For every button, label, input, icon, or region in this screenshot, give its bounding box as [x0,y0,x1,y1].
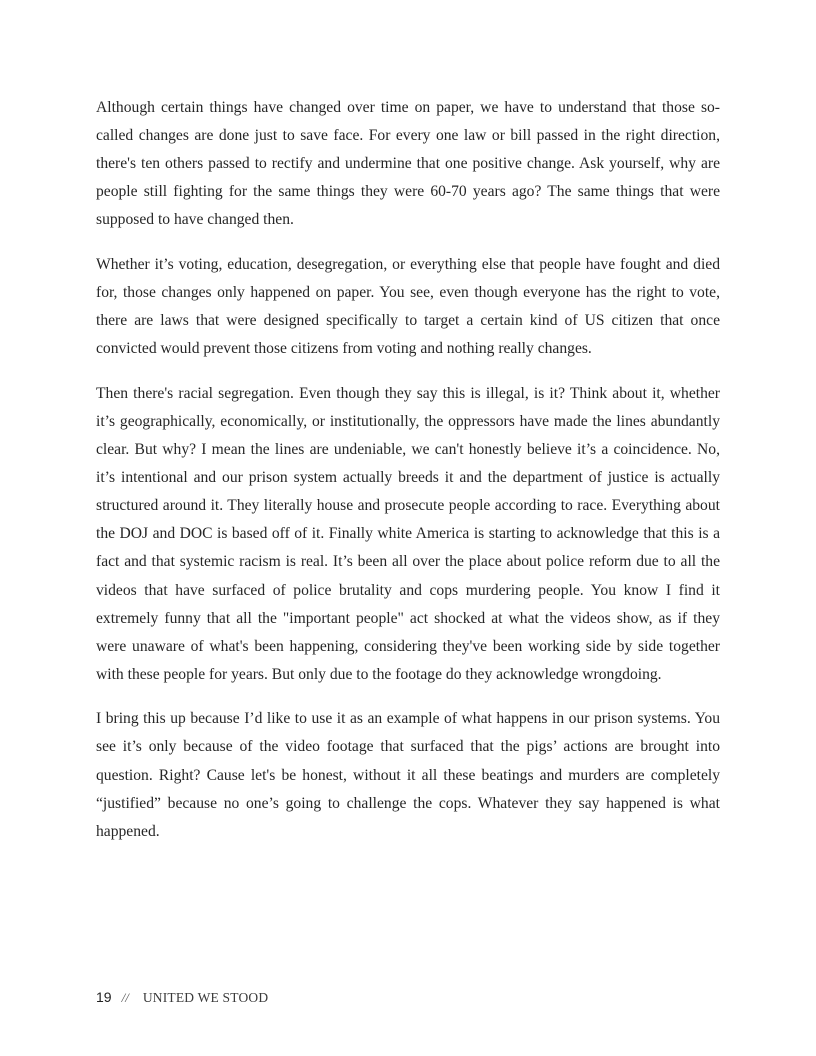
body-text [96,94,720,862]
paragraph-1: Although certain things have changed over time on paper, we have to understand that those so-called changes are done just to save face. For every one law or bill passed in the right direction, there's ten others passed to rectify and undermine that one positive change. Ask yourself, why are people still fighting for the same things they were 60-70 years ago? The same things that were supposed to have changed then. [96,99,720,229]
page-footer [96,989,268,1007]
paragraph-2: Whether it’s voting, education, desegregation, or everything else that people have fought and died for, those changes only happened on paper. You see, even though everyone has the right to vote, there are laws that were designed specifically to target a certain kind of US citizen that once convicted would prevent those citizens from voting and nothing really changes. [96,255,720,358]
footer-separator: // [121,990,129,1005]
paragraph-4: I bring this up because I’d like to use it as an example of what happens in our prison systems. You see it’s only because of the video footage that surfaced that the pigs’ actions are brought into question. Right? Cause let's be honest, without it all these beatings and murders are completely “justified” because no one’s going to challenge the cops. Whatever they say happened is what happened. [96,710,720,840]
footer-book-title: UNITED WE STOOD [142,990,269,1005]
paragraph-3: Then there's racial segregation. Even though they say this is illegal, is it? Think about it, whether it’s geographically, economically, or institutionally, the oppressors have made the lines abundantly clear. But why? I mean the lines are undeniable, we can't honestly believe it’s a coincidence. No, it’s intentional and our prison system actually breeds it and the department of justice is actually structured around it. They literally house and prosecute people according to race. Everything about the DOJ and DOC is based off of it. Finally white America is starting to acknowledge that this is a fact and that systemic racism is real. It’s been all over the place about police reform due to all the videos that have surfaced of police brutality and cops murdering people. You know I find it extremely funny that all the "important people" act shocked at what the videos show, as if they were unaware of what's been happening, considering they've been working side by side together with these people for years. But only due to the footage do they acknowledge wrongdoing. [96,384,720,683]
page-number: 19 [96,989,112,1005]
